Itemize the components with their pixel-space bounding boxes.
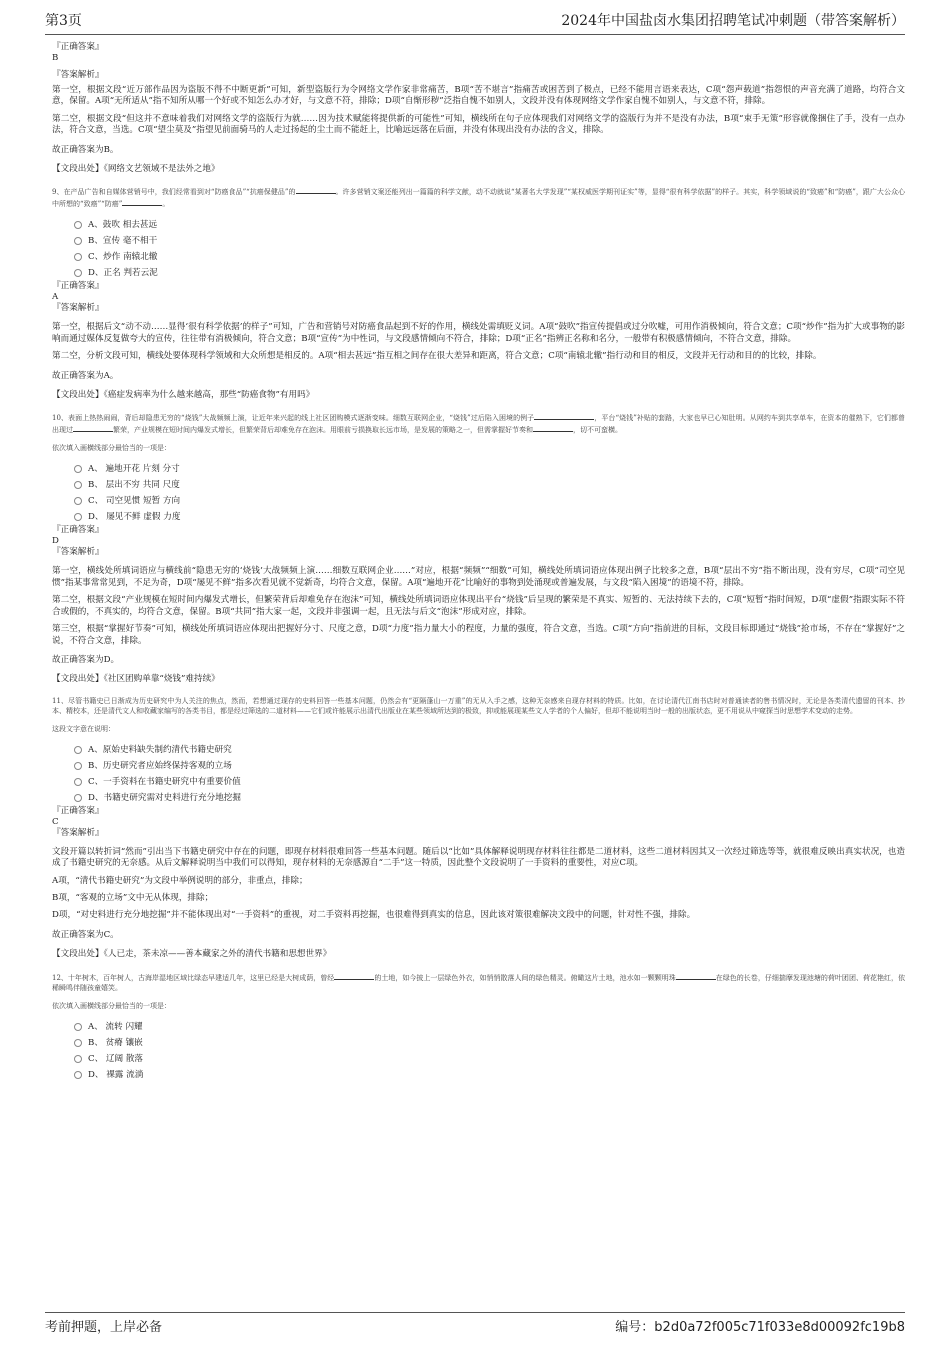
- source: 【文段出处】《人已走，茶未凉——善本藏家之外的清代书籍和思想世界》: [52, 949, 332, 960]
- analysis-paragraph: 文段开篇以转折词“然而”引出当下书籍史研究中存在的问题，即现存材料很难回答一些基本问题。随后以“比如”具体解释说明现存材料往往都是二道材料，这些二道材料因其又一次经过筛选等等，就很难反映出真实状况，也造成了书籍史研究的无奈感。从后文解释说明当中我们可以得知，现存材料的无奈感源自“二手”这一特质，因此整个文段说明了一手资料的重要性，对应C项。: [52, 846, 905, 869]
- conclusion: 故正确答案为D。: [52, 654, 120, 665]
- analysis-paragraph: 第二空，根据文段“但这并不意味着我们对网络文学的盗版行为就……因为技术赋能将提供新的可能性”可知，横线所在句子应体现我们对网络文学的盗版行为并不是没有办法，B项“束手无策”形容就像捆住了手，没有一点办法，符合文意，当选。C项“望尘莫及”指望见前面骑马的人走过扬起的尘土而不能赶上，比喻远远落在后面，并没有体现出没有办法的含义，排除。: [52, 113, 905, 136]
- option-c[interactable]: C、炒作 南辕北辙: [74, 249, 905, 265]
- fill-blank: [334, 971, 374, 980]
- question-stem: 9、在产品广告和自媒体营销号中，我们经常看到对“防癌食品”“抗癌保健品”的 。许多营销文案还能列出一篇篇的科学文献，动不动就说“某著名大学发现”“某权威医学期刊证实”等，显得“很有科学依据”的样子。其实，科学领域说的“致癌”和“防癌”，跟广大公众心中所想的“致癌”“防癌” 。: [52, 185, 905, 209]
- answer-value: B: [52, 53, 59, 63]
- option-b[interactable]: B、 层出不穷 共同 尺度: [74, 477, 905, 493]
- analysis-paragraph: 第二空，分析文段可知，横线处要体现科学领域和大众所想是相反的。A项“相去甚远”指互相之间存在很大差异和距离，符合文意；C项“南辕北辙”指行动和目的相反，文段并无行动和目的的比较，排除。: [52, 351, 822, 362]
- analysis-paragraph: B项，“客观的立场”文中无从体现，排除；: [52, 892, 214, 903]
- fill-blank: [122, 197, 162, 206]
- question-stem: 10、表面上热热闹闹，背后却隐患无穷的“烧钱”大战频频上演，让近年来兴起的线上社区团购模式逐渐变味。细数互联网企业，“烧钱”过后陷入困境的例子 ，平台“烧钱”补贴的套路，大家也早已心知肚明。从网约车到共享单车，在资本的催熟下，它们都曾出现过 繁荣，产业规模在短时间内爆发式增长，但繁荣背后却难免存在泡沫。用眼前亏损换取长远市场，是发展的策略之一，但需掌握好节奏和 ，切不可蛮横。: [52, 411, 905, 435]
- question-prompt: 依次填入画横线部分最恰当的一项是：: [52, 1001, 171, 1010]
- radio-icon[interactable]: [74, 465, 82, 473]
- question-stem: 11、尽管书籍史已日渐成为历史研究中为人关注的焦点，然而，若想通过现存的史料回答一些基本问题，仍然会有“更隔蓬山一万重”的无从入手之感，这种无奈感来自现存材料的特质。比如，在讨论清代江南书店时对普通读者的售书情况时，无论是各类清代遗留的刊本、抄本、精校本，还是清代文人和收藏家编写的各类书目，都是经过筛选的二道材料——它们或许能展示出清代出版业在某些领域所达到的极致，抑或能展现某些文人学者的个人偏好，但却不能说明当时一般的出版状态，更不用说从中窥探当时思想学术变动的走势。: [52, 696, 905, 715]
- conclusion: 故正确答案为A。: [52, 370, 119, 381]
- source: 【文段出处】《社区团购单靠“烧钱”难持续》: [52, 674, 220, 685]
- question-prompt: 这段文字意在说明：: [52, 724, 115, 733]
- radio-icon[interactable]: [74, 1071, 82, 1079]
- fill-blank: [296, 185, 336, 194]
- radio-icon[interactable]: [74, 1055, 82, 1063]
- radio-icon[interactable]: [74, 778, 82, 786]
- question-stem: 12、十年树木，百年树人，古海岸湿地区域比绿态早建适几年，这里已经是大树成荫，曾经 的土地，如今披上一层绿色外衣，如悄悄散落人间的绿色精灵。俯瞰这片土地，池水如一颗颗明珠 在绿色的长卷，仔细揣摩发现池塘的荷叶团团、荷花艳红，依稀瞬鸣伴随孩童嬉笑。: [52, 971, 905, 993]
- page-number: 第3页: [45, 13, 82, 29]
- option-a[interactable]: A、 遍地开花 片刻 分寸: [74, 461, 905, 477]
- analysis-paragraph: 第一空，根据后文“动不动……显得‘很有科学依据’的样子”可知，广告和营销号对防癌食品起到不好的作用，横线处需填贬义词。A项“鼓吹”指宣传提倡或过分吹嘘，可用作消极倾向，符合文意；C项“炒作”指为扩大或事物的影响而通过媒体反复做夸大的宣传，往往带有消极倾向，符合文意；B项“宣传”为中性词，与文段感情倾向不符合，排除；D项“正名”指辨正名称和名分，一般带有积极感情倾向，不符合文意，排除。: [52, 322, 905, 344]
- option-b[interactable]: B、宣传 毫不相干: [74, 233, 905, 249]
- analysis-paragraph: 第三空，根据“掌握好节奏”可知，横线处所填词语应体现出把握好分寸、尺度之意，D项“力度”指力量大小的程度，力量的强度，符合文意，当选。C项“方向”指前进的目标，文段目标即通过“烧钱”抢市场，不存在“掌握好”之说，不符合文意，排除。: [52, 624, 905, 646]
- page-footer: [45, 1312, 905, 1335]
- radio-icon[interactable]: [74, 269, 82, 277]
- answer-value: D: [52, 536, 59, 547]
- option-b[interactable]: B、历史研究者应始终保持客观的立场: [74, 758, 905, 774]
- option-a[interactable]: A、 流转 闪耀: [74, 1019, 905, 1035]
- answer-tag: 『正确答案』: [52, 42, 104, 52]
- fill-blank: [533, 423, 573, 432]
- radio-icon[interactable]: [74, 221, 82, 229]
- option-a[interactable]: A、原始史料缺失制约清代书籍史研究: [74, 742, 905, 758]
- radio-icon[interactable]: [74, 237, 82, 245]
- analysis-paragraph: 第二空，根据文段“产业规模在短时间内爆发式增长，但繁荣背后却难免存在泡沫”可知，横线处所填词语应体现出平台“烧钱”后呈现的繁荣是不真实、短暂的、无法持续下去的，C项“短暂”指时间短，D项“虚假”指跟实际不符合或假的，不真实的，均符合文意，保留。B项“共同”指大家一起，文段并非强调一起，且无法与后文“泡沫”形成对应，排除。: [52, 595, 905, 617]
- analysis-paragraph: A项，“清代书籍史研究”为文段中举例说明的部分，非重点，排除；: [52, 875, 308, 886]
- option-d[interactable]: D、 屡见不鲜 虚假 力度: [74, 509, 905, 525]
- radio-icon[interactable]: [74, 253, 82, 261]
- analysis-tag: 『答案解析』: [52, 70, 104, 80]
- radio-icon[interactable]: [74, 513, 82, 521]
- conclusion: 故正确答案为B。: [52, 144, 119, 155]
- analysis-paragraph: 第一空，横线处所填词语应与横线前“隐患无穷的‘烧钱’大战频频上演……细数互联网企业……”对应，根据“频频”“细数”可知，横线处所填词语应体现出例子比较多之意，B项“层出不穷”指不断出现，没有穷尽，C项“司空见惯”指某事常常见到，不足为奇，D项“屡见不鲜”指多次看见就不觉新奇，均符合文意，保留。A项“遍地开花”比喻好的事物到处涌现或普遍发展，与文段“陷入困境”的语境不符，排除。: [52, 566, 905, 588]
- fill-blank: [534, 411, 594, 420]
- option-b[interactable]: B、 贫瘠 镶嵌: [74, 1035, 905, 1051]
- radio-icon[interactable]: [74, 1039, 82, 1047]
- source: 【文段出处】《癌症发病率为什么越来越高，那些“防癌食物”有用吗》: [52, 390, 315, 401]
- source: 【文段出处】《网络文艺领域不是法外之地》: [52, 164, 220, 175]
- radio-icon[interactable]: [74, 762, 82, 770]
- content: [52, 42, 905, 1083]
- analysis-tag: 『答案解析』: [52, 827, 104, 838]
- radio-icon[interactable]: [74, 1023, 82, 1031]
- option-d[interactable]: D、 裸露 流淌: [74, 1067, 905, 1083]
- answer-value: C: [52, 816, 59, 827]
- answer-tag: 『正确答案』: [52, 525, 104, 536]
- option-d[interactable]: D、正名 判若云泥: [74, 265, 905, 281]
- analysis-tag: 『答案解析』: [52, 547, 104, 558]
- analysis-tag: 『答案解析』: [52, 303, 104, 314]
- analysis-paragraph: 第一空，根据文段“近万部作品因为盗版不得不中断更新”可知，新型盗版行为令网络文学作家非常痛苦，B项“苦不堪言”指痛苦或困苦到了极点，已经不能用言语来表达，C项“怨声载道”指怨恨的声音充满了道路，均符合文意，保留。A项“无所适从”指不知所从哪一个好或不知怎么办才好，与文意不符，排除；D项“自惭形秽”泛指自愧不如别人，文段并没有体现网络文学作家自愧不如别人，与文意不符，排除。: [52, 85, 905, 107]
- answer-value: A: [52, 292, 59, 303]
- option-a[interactable]: A、鼓吹 相去甚远: [74, 217, 905, 233]
- radio-icon[interactable]: [74, 746, 82, 754]
- document-code: 编号：b2d0a72f005c71f033e8d00092fc19b8: [615, 1320, 905, 1335]
- fill-blank: [73, 423, 113, 432]
- analysis-paragraph: D项，“对史料进行充分地挖掘”并不能体现出对“一手资料”的重视，对二手资料再挖掘，也很难得到真实的信息，因此该对策很难解决文段中的问题，针对性不强，排除。: [52, 910, 696, 921]
- radio-icon[interactable]: [74, 481, 82, 489]
- footer-slogan: 考前押题，上岸必备: [45, 1320, 163, 1335]
- radio-icon[interactable]: [74, 497, 82, 505]
- question-prompt: 依次填入画横线部分最恰当的一项是：: [52, 444, 171, 453]
- option-c[interactable]: C、 司空见惯 短暂 方向: [74, 493, 905, 509]
- page-header: [45, 10, 905, 35]
- option-c[interactable]: C、一手资料在书籍史研究中有重要价值: [74, 774, 905, 790]
- option-c[interactable]: C、 辽阔 散落: [74, 1051, 905, 1067]
- option-d[interactable]: D、书籍史研究需对史料进行充分地挖掘: [74, 790, 905, 806]
- answer-tag: 『正确答案』: [52, 805, 104, 816]
- fill-blank: [676, 971, 716, 980]
- conclusion: 故正确答案为C。: [52, 929, 119, 940]
- document-title: 2024年中国盐卤水集团招聘笔试冲刺题（带答案解析）: [561, 13, 905, 29]
- radio-icon[interactable]: [74, 794, 82, 802]
- answer-tag: 『正确答案』: [52, 281, 104, 292]
